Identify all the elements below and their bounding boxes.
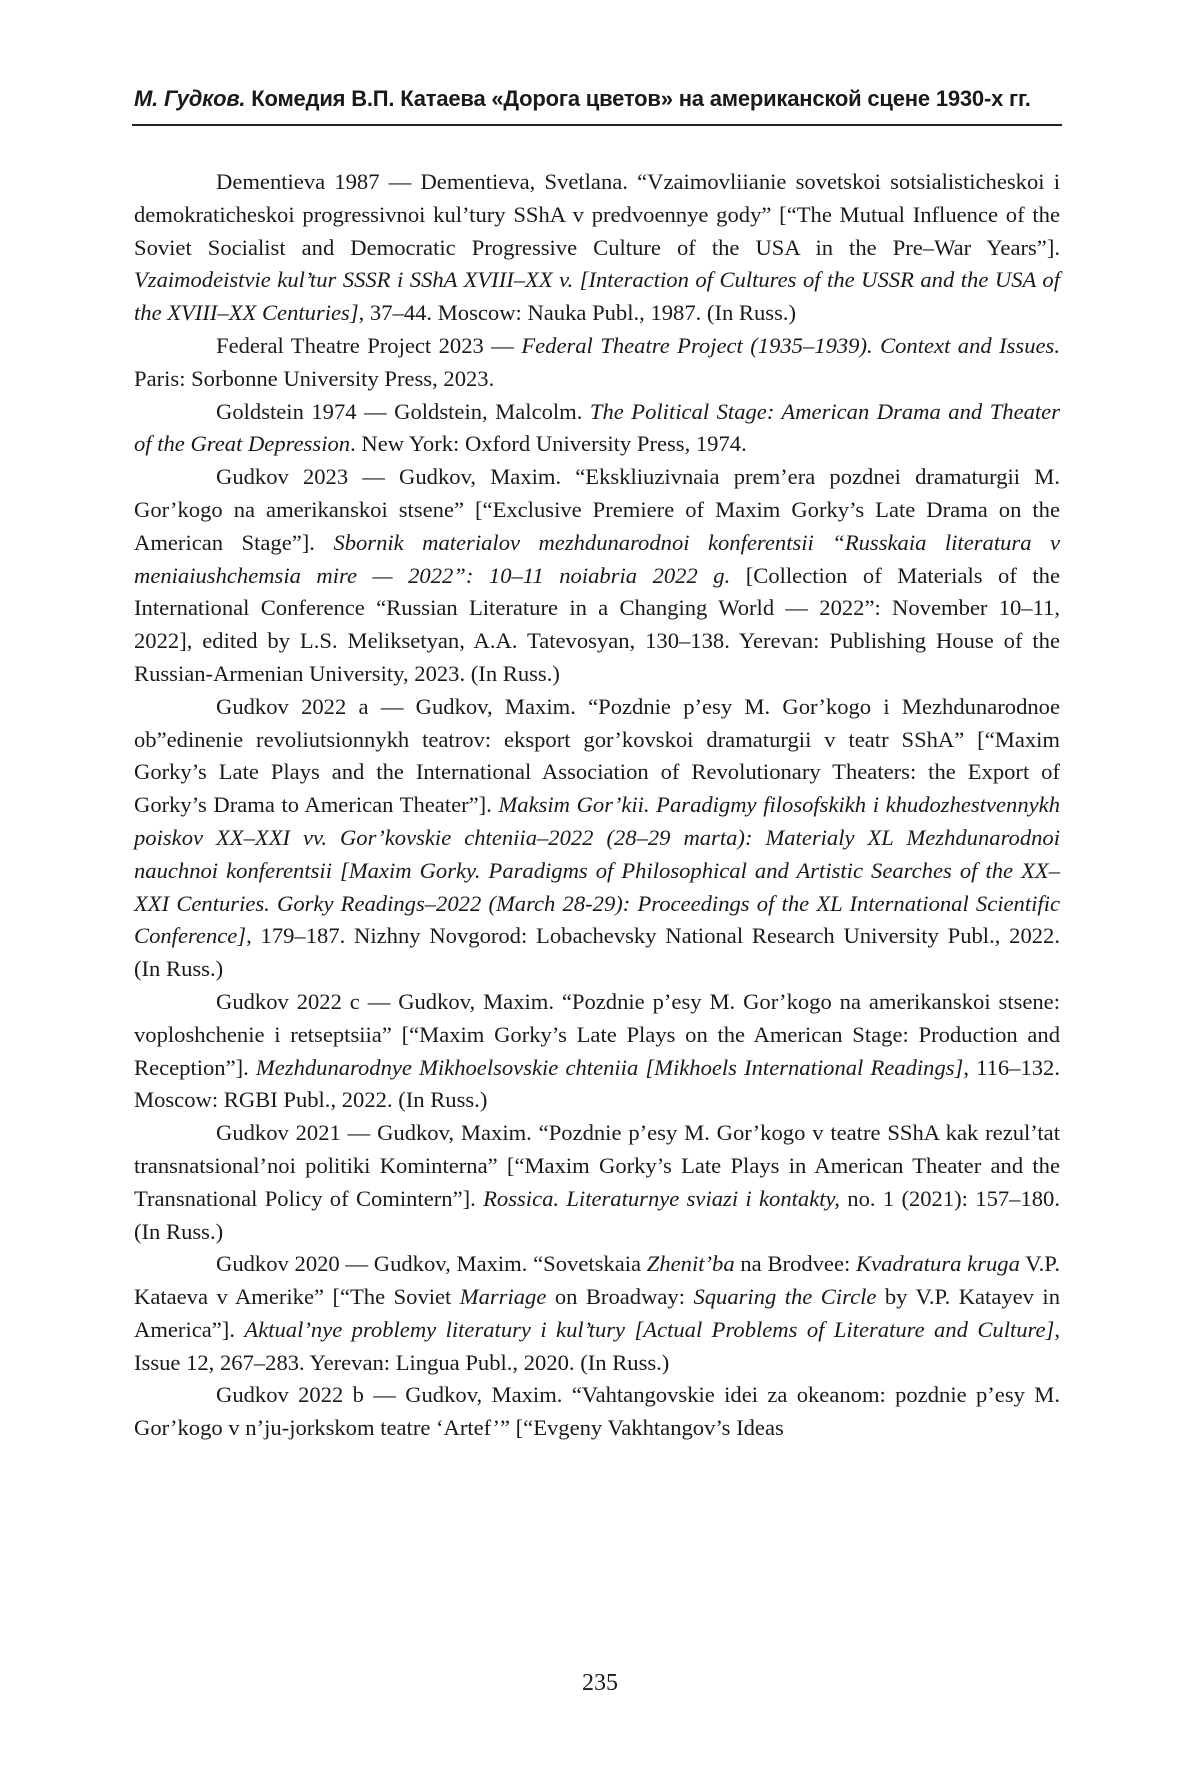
header-rule — [132, 124, 1062, 126]
reference-entry: Gudkov 2022 a — Gudkov, Maxim. “Pozdnie p’esy M. Gor’kogo i Mezhdunarodnoe ob”edinenie revoliutsionnykh teatrov: eksport gor’kovskoi dramaturgii v teatr SShA” [“Maxim Gorky’s Late Plays and the International Association of Revolutionary Theaters: the Export of Gorky’s Drama to American Theater”]. Maksim Gor’kii. Paradigmy filosofskikh i khudozhestvennykh poiskov XX–XXI vv. Gor’kovskie chteniia–2022 (28–29 marta): Materialy XL Mezhdunarodnoi nauchnoi konferentsii [Maxim Gorky. Paradigms of Philosophical and Artistic Searches of the XX–XXI Centuries. Gorky Readings–2022 (March 28-29): Proceedings of the XL International Scientific Conference], 179–187. Nizhny Novgorod: Lobachevsky National Research University Publ., 2022. (In Russ.) — [134, 693, 1060, 982]
reference-entry: Gudkov 2022 c — Gudkov, Maxim. “Pozdnie p’esy M. Gor’kogo na amerikanskoi stsene: voploshchenie i retseptsiia” [“Maxim Gorky’s Late Plays on the American Stage: Production and Reception”]. Mezhdunarodnye Mikhoelsovskie chteniia [Mikhoels International Readings], 116–132. Moscow: RGBI Publ., 2022. (In Russ.) — [134, 988, 1061, 1113]
reference-entry: Gudkov 2022 b — Gudkov, Maxim. “Vahtangovskie idei za okeanom: pozdnie p’esy M. Gor’kogo v n’ju-jorkskom teatre ‘Artef’” [“Evgeny Vakhtangov’s Ideas — [134, 1382, 1060, 1441]
reference-list — [134, 166, 1060, 1445]
page-number: 235 — [582, 1670, 618, 1696]
reference-entry: Gudkov 2021 — Gudkov, Maxim. “Pozdnie p’esy M. Gor’kogo v teatre SShA kak rezul’tat transnatsional’noi politiki Kominterna” [“Maxim Gorky’s Late Plays in American Theater and the Transnational Policy of Comintern”]. Rossica. Literaturnye sviazi i kontakty, no. 1 (2021): 157–180. (In Russ.) — [134, 1120, 1060, 1244]
running-header — [134, 86, 1060, 112]
reference-entry: Gudkov 2020 — Gudkov, Maxim. “Sovetskaia Zhenit’ba na Brodvee: Kvadratura kruga V.P. Kataeva v Amerike” [“The Soviet Marriage on Broadway: Squaring the Circle by V.P. Katayev in America”]. Aktual’nye problemy literatury i kul’tury [Actual Problems of Literature and Culture], Issue 12, 267–283. Yerevan: Lingua Publ., 2020. (In Russ.) — [134, 1251, 1060, 1375]
reference-entry: Gudkov 2023 — Gudkov, Maxim. “Ekskliuzivnaia prem’era pozdnei dramaturgii M. Gor’kogo na amerikanskoi stsene” [“Exclusive Premiere of Maxim Gorky’s Late Drama on the American Stage”]. Sbornik materialov mezhdunarodnoi konferentsii “Russkaia literatura v meniaiushchemsia mire — 2022”: 10–11 noiabria 2022 g. [Collection of Materials of the International Conference “Russian Literature in a Changing World — 2022”: November 10–11, 2022], edited by L.S. Meliksetyan, A.A. Tatevosyan, 130–138. Yerevan: Publishing House of the Russian-Armenian University, 2023. (In Russ.) — [134, 464, 1060, 686]
reference-entry: Federal Theatre Project 2023 — Federal Theatre Project (1935–1939). Context and Issues. Paris: Sorbonne University Press, 2023. — [134, 332, 1060, 391]
reference-entry: Dementieva 1987 — Dementieva, Svetlana. “Vzaimovliianie sovetskoi sotsialisticheskoi i demokraticheskoi progressivnoi kul’tury SShA v predvoennye gody” [“The Mutual Influence of the Soviet Socialist and Democratic Progressive Culture of the USA in the Pre–War Years”]. Vzaimodeistvie kul’tur SSSR i SShA XVIII–XX v. [Interaction of Cultures of the USSR and the USA of the XVIII–XX Centuries], 37–44. Moscow: Nauka Publ., 1987. (In Russ.) — [134, 169, 1060, 326]
header-title: Комедия В.П. Катаева «Дорога цветов» на американской сцене 1930-х гг. — [251, 86, 1031, 111]
header-author: М. Гудков. — [134, 86, 246, 111]
reference-entry: Goldstein 1974 — Goldstein, Malcolm. The Political Stage: American Drama and Theater of the Great Depression. New York: Oxford University Press, 1974. — [134, 398, 1060, 457]
